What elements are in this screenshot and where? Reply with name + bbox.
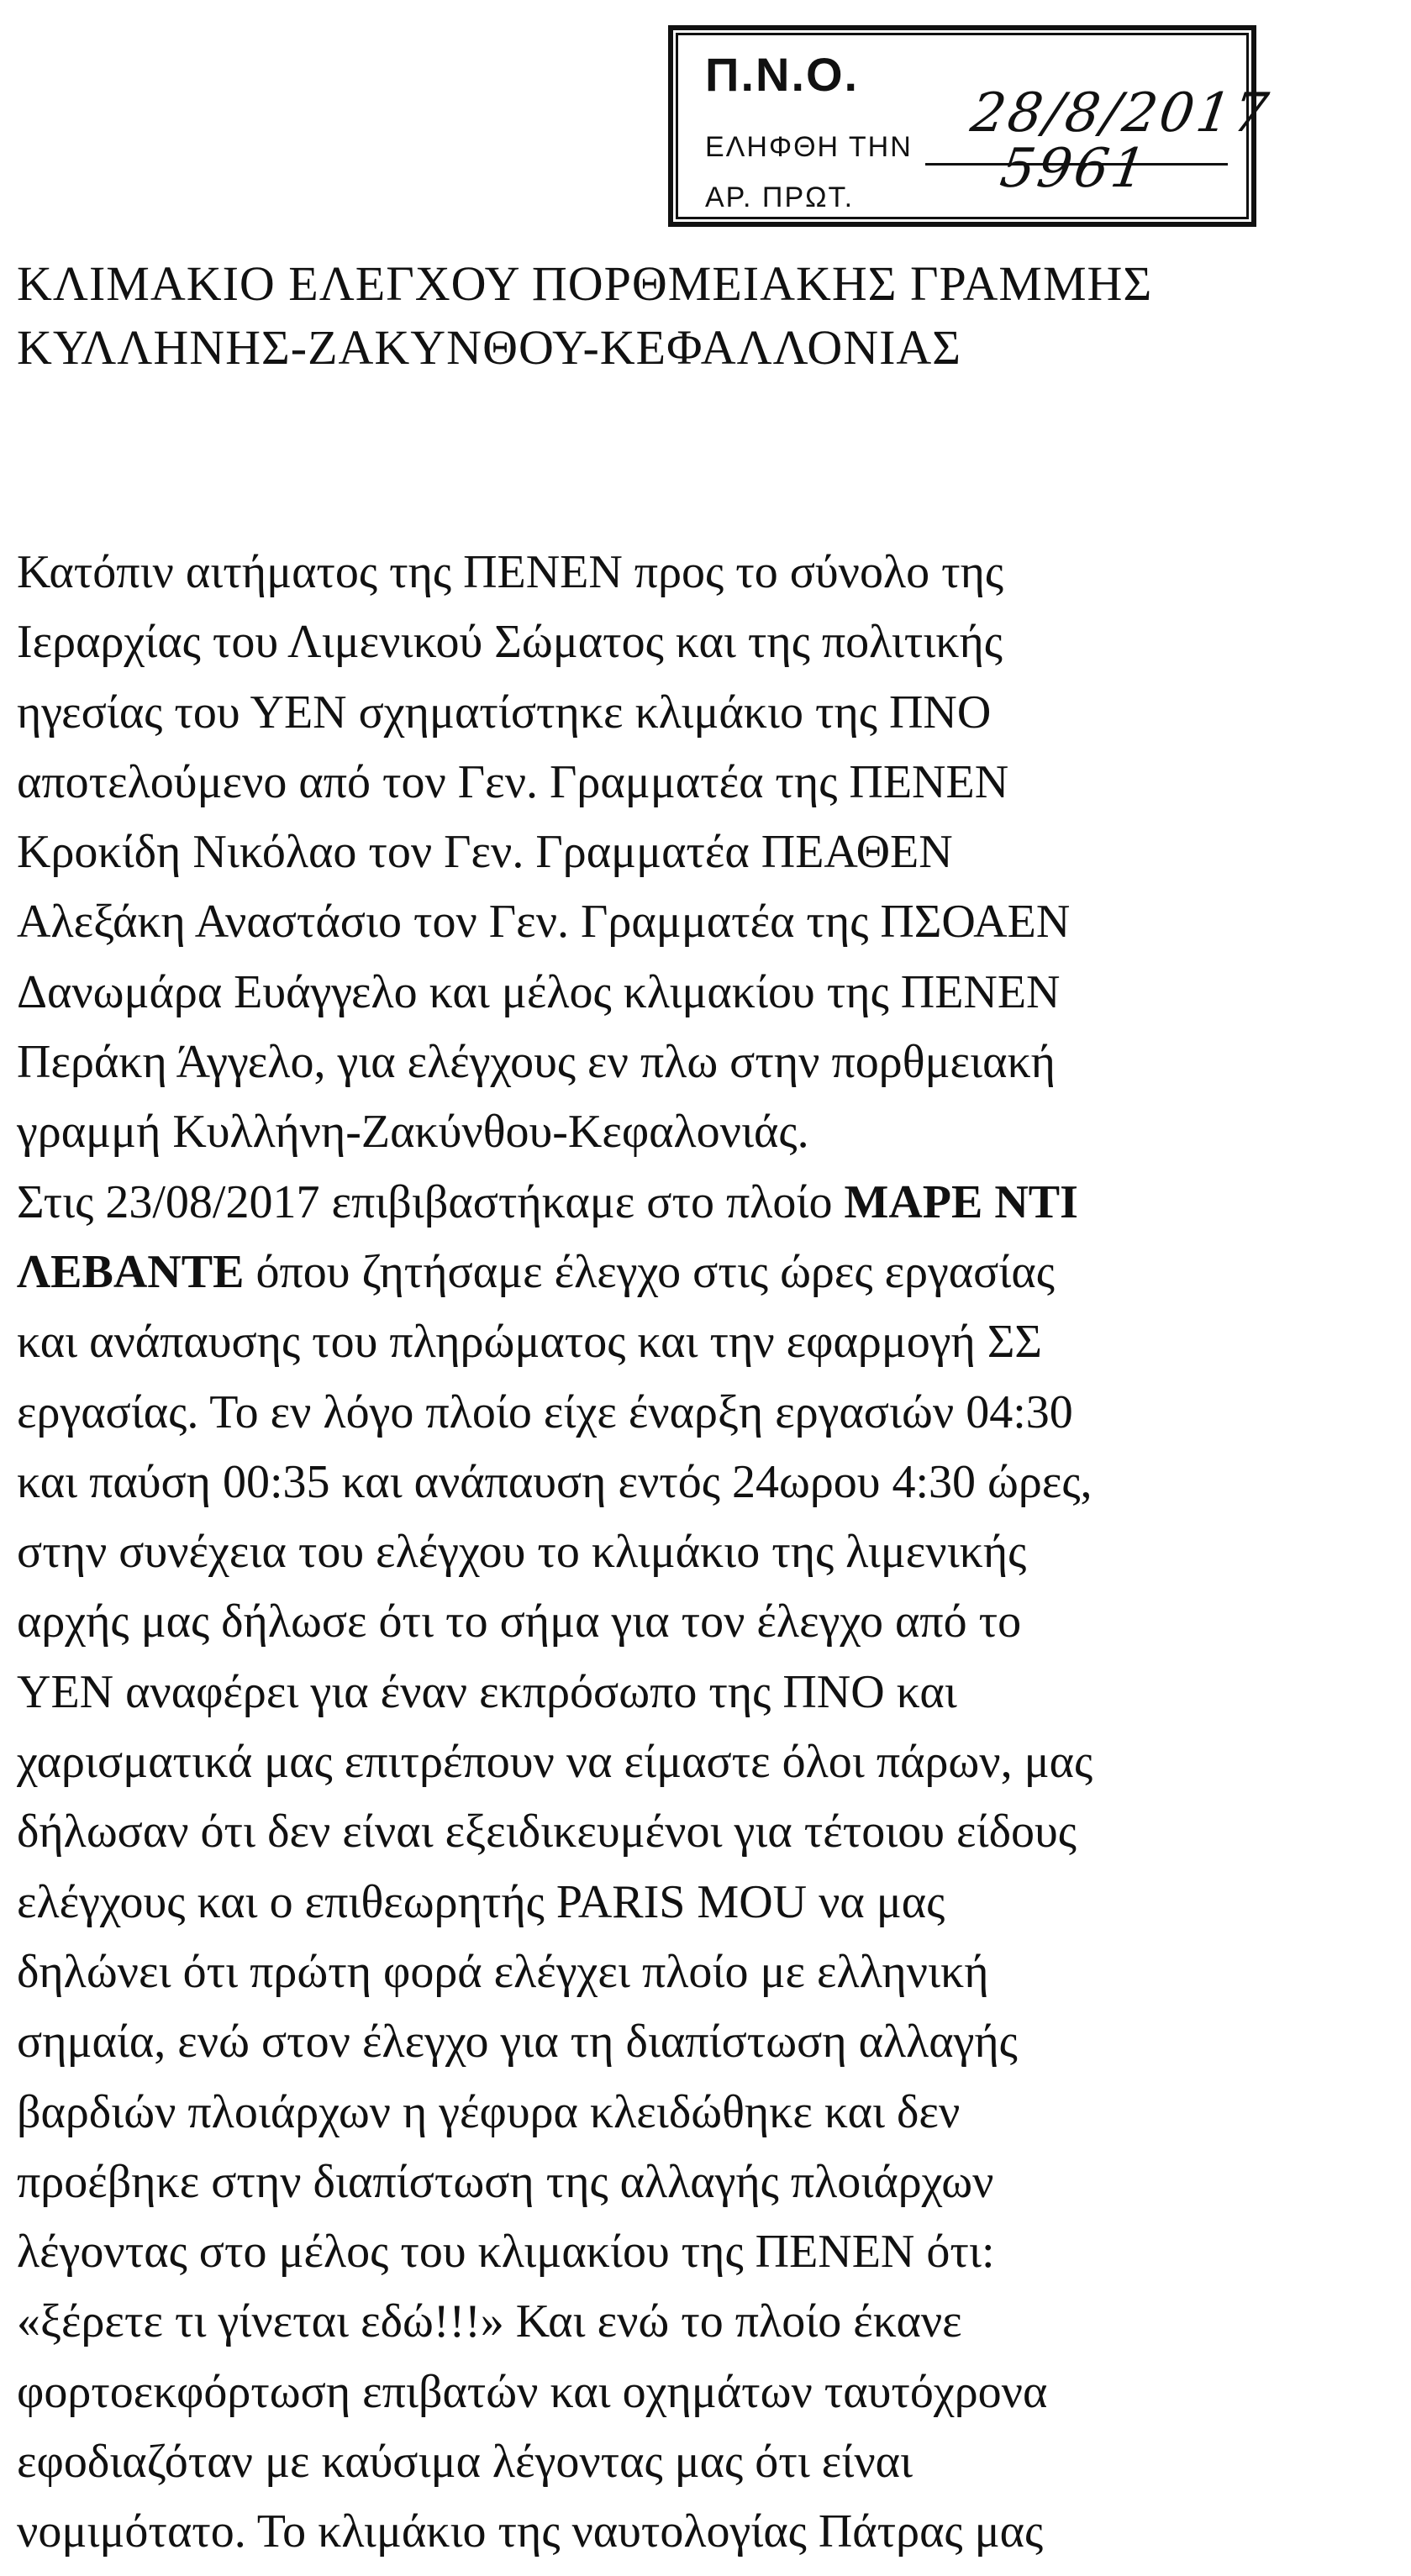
body-line: Κροκίδη Νικόλαο τον Γεν. Γραμματέα ΠΕΑΘΕΝ bbox=[17, 826, 953, 879]
body-line: αρχής μας δήλωσε ότι το σήμα για τον έλεγχο από το bbox=[17, 1596, 1022, 1648]
body-line bbox=[17, 1238, 1395, 1307]
ship-name-part-1: ΜΑΡΕ ΝΤΙ bbox=[844, 1175, 1078, 1228]
body-line: προέβηκε στην διαπίστωση της αλλαγής πλοιάρχων bbox=[17, 2155, 994, 2208]
stamp-title: Π.Ν.Ο. bbox=[705, 48, 860, 101]
stamp-received-date: 28/8/2017 bbox=[966, 82, 1275, 145]
ship-name-part-2: ΛΕΒΑΝΤΕ bbox=[17, 1245, 245, 1298]
body-line: δηλώνει ότι πρώτη φορά ελέγχει πλοίο με ελληνική bbox=[17, 1945, 989, 1998]
body-line: νομιμότατο. Το κλιμάκιο της ναυτολογίας Πάτρας μας bbox=[17, 2505, 1044, 2558]
body-line: φορτοεκφόρτωση επιβατών και οχημάτων ταυτόχρονα bbox=[17, 2365, 1048, 2418]
body-line: σημαία, ενώ στον έλεγχο για τη διαπίστωση αλλαγής bbox=[17, 2016, 1018, 2069]
body-line: «ξέρετε τι γίνεται εδώ!!!» Και ενώ το πλοίο έκανε bbox=[17, 2295, 962, 2348]
body-line: Κατόπιν αιτήματος της ΠΕΝΕΝ προς το σύνολο της bbox=[17, 546, 1004, 598]
heading-line-1: ΚΛΙΜΑΚΙΟ ΕΛΕΓΧΟΥ ΠΟΡΘΜΕΙΑΚΗΣ ΓΡΑΜΜΗΣ bbox=[17, 256, 1153, 311]
body-line: Αλεξάκη Αναστάσιο τον Γεν. Γραμματέα της ΠΣΟΑΕΝ bbox=[17, 896, 1071, 949]
stamp-protocol-label: ΑΡ. ΠΡΩΤ. bbox=[705, 181, 855, 213]
body-line: ΥΕΝ αναφέρει για έναν εκπρόσωπο της ΠΝΟ και bbox=[17, 1665, 957, 1718]
body-line: εφοδιαζόταν με καύσιμα λέγοντας μας ότι είναι bbox=[17, 2436, 913, 2489]
body-line: λέγοντας στο μέλος του κλιμακίου της ΠΕΝΕΝ ότι: bbox=[17, 2226, 995, 2279]
body-line: ελέγχους και ο επιθεωρητής PARIS MOU να μας bbox=[17, 1875, 945, 1928]
body-text: όπου ζητήσαμε έλεγχο στις ώρες εργασίας bbox=[244, 1245, 1055, 1298]
body-line: δήλωσαν ότι δεν είναι εξειδικευμένοι για τέτοιου είδους bbox=[17, 1806, 1077, 1858]
body-line bbox=[17, 1168, 1395, 1238]
body-line: Περάκη Άγγελο, για ελέγχους εν πλω στην πορθμειακή bbox=[17, 1036, 1056, 1089]
body-line: και ανάπαυσης του πληρώματος και την εφαρμογή ΣΣ bbox=[17, 1316, 1043, 1369]
stamp-protocol-number: 5961 bbox=[996, 138, 1153, 200]
body-line: γραμμή Κυλλήνη-Ζακύνθου-Κεφαλονιάς. bbox=[17, 1106, 809, 1159]
body-line: αποτελούμενο από τον Γεν. Γραμματέα της ΠΕΝΕΝ bbox=[17, 755, 1009, 808]
body-line: στην συνέχεια του ελέγχου το κλιμάκιο της λιμενικής bbox=[17, 1526, 1027, 1579]
heading-line-2: ΚΥΛΛΗΝΗΣ-ΖΑΚΥΝΘΟΥ-ΚΕΦΑΛΛΟΝΙΑΣ bbox=[17, 320, 962, 375]
stamp-protocol-line bbox=[925, 217, 1228, 219]
body-line: Ιεραρχίας του Λιμενικού Σώματος και της πολιτικής bbox=[17, 616, 1003, 669]
body-line: βαρδιών πλοιάρχων η γέφυρα κλειδώθηκε και δεν bbox=[17, 2085, 961, 2138]
body-line: και παύση 00:35 και ανάπαυση εντός 24ωρου 4:30 ώρες, bbox=[17, 1455, 1092, 1508]
body-line: χαρισματικά μας επιτρέπουν να είμαστε όλοι πάρων, μας bbox=[17, 1736, 1093, 1789]
body-line: Δανωμάρα Ευάγγελο και μέλος κλιμακίου της ΠΕΝΕΝ bbox=[17, 965, 1061, 1018]
body-line: εργασίας. Το εν λόγο πλοίο είχε έναρξη εργασιών 04:30 bbox=[17, 1385, 1073, 1438]
body-line: ηγεσίας του ΥΕΝ σχηματίστηκε κλιμάκιο της ΠΝΟ bbox=[17, 686, 992, 739]
received-stamp bbox=[668, 25, 1275, 227]
body-text: Στις 23/08/2017 επιβιβαστήκαμε στο πλοίο bbox=[17, 1175, 845, 1228]
document-heading bbox=[17, 252, 1395, 380]
stamp-received-label: ΕΛΗΦΘΗ ΤΗΝ bbox=[705, 131, 913, 163]
document-body bbox=[17, 538, 1395, 2568]
